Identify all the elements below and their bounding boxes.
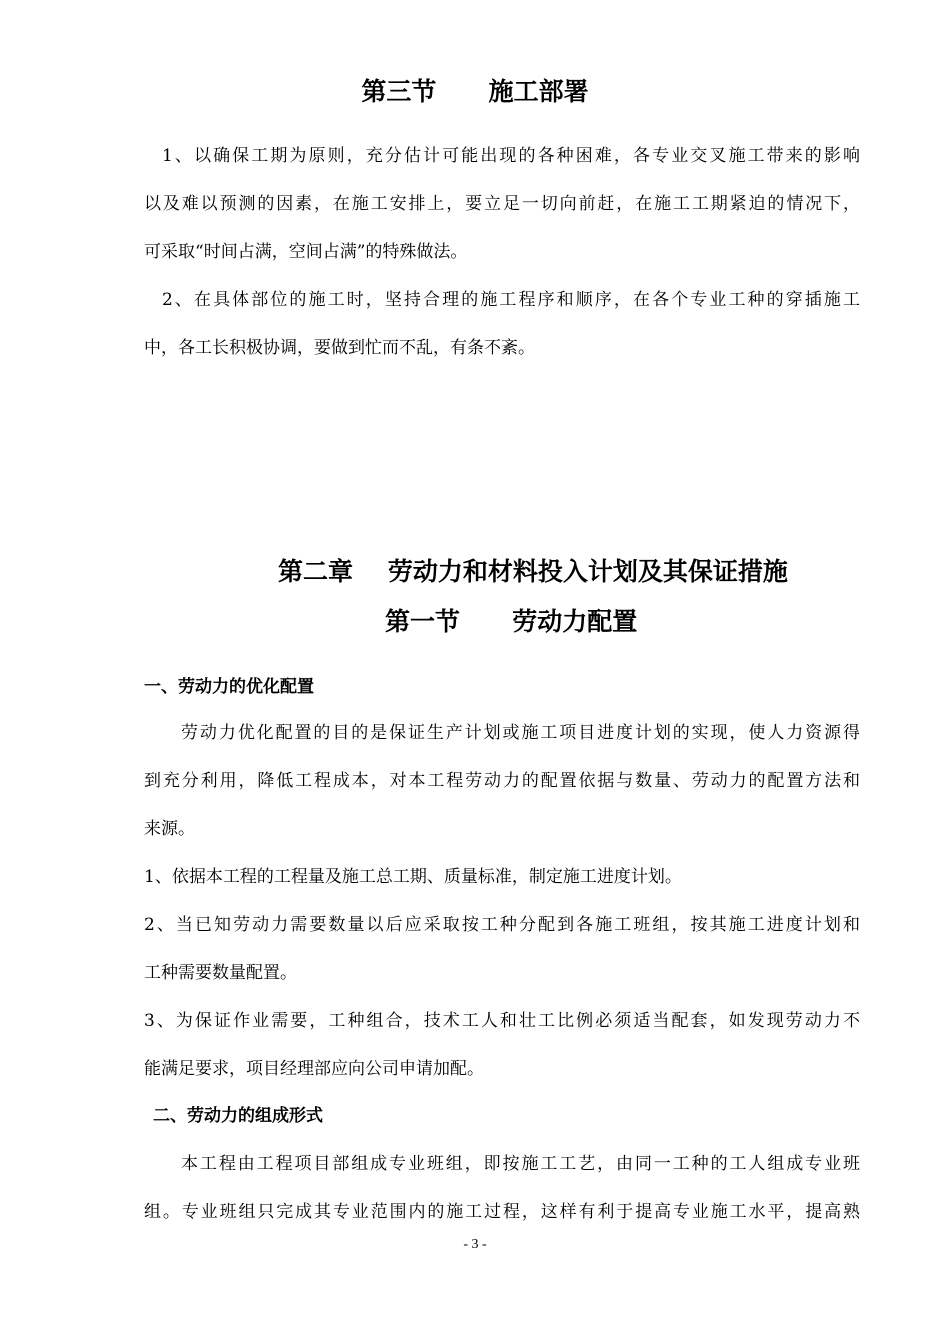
list-item-continuation: 能满足要求，项目经理部应向公司申请加配。 xyxy=(144,1059,484,1079)
paragraph-line: 劳动力优化配置的目的是保证生产计划或施工项目进度计划的实现，使人力资源得 xyxy=(181,723,860,743)
list-item: 2、当已知劳动力需要数量以后应采取按工种分配到各施工班组，按其施工进度计划和 xyxy=(144,915,860,935)
list-item: 3、为保证作业需要，工种组合，技术工人和壮工比例必须适当配套，如发现劳动力不 xyxy=(144,1011,860,1031)
paragraph-line: 到充分利用，降低工程成本，对本工程劳动力的配置依据与数量、劳动力的配置方法和 xyxy=(144,771,860,791)
paragraph-line: 组。专业班组只完成其专业范围内的施工过程，这样有利于提高专业施工水平，提高熟 xyxy=(144,1202,860,1222)
paragraph-line: 可采取“时间占满，空间占满”的特殊做法。 xyxy=(144,242,468,262)
paragraph-line: 2、在具体部位的施工时，坚持合理的施工程序和顺序，在各个专业工种的穿插施工 xyxy=(162,290,860,310)
subsection-heading: 一、劳动力的优化配置 xyxy=(144,677,314,697)
page-number: - 3 - xyxy=(463,1237,487,1252)
paragraph-line: 1、以确保工期为原则，充分估计可能出现的各种困难，各专业交叉施工带来的影响 xyxy=(162,146,860,166)
paragraph-line: 来源。 xyxy=(144,819,195,839)
list-item: 1、依据本工程的工程量及施工总工期、质量标准，制定施工进度计划。 xyxy=(144,867,682,887)
section-title: 第一节 劳动力配置 xyxy=(385,607,638,636)
subsection-heading: 二、劳动力的组成形式 xyxy=(153,1106,323,1126)
paragraph-line: 以及难以预测的因素，在施工安排上，要立足一切向前赶，在施工工期紧迫的情况下， xyxy=(144,194,860,214)
section-title: 第三节 施工部署 xyxy=(361,77,589,106)
paragraph-line: 中，各工长积极协调，要做到忙而不乱，有条不紊。 xyxy=(144,338,535,358)
chapter-title: 第二章 劳动力和材料投入计划及其保证措施 xyxy=(278,557,788,586)
list-item-continuation: 工种需要数量配置。 xyxy=(144,963,297,983)
paragraph-line: 本工程由工程项目部组成专业班组，即按施工工艺，由同一工种的工人组成专业班 xyxy=(181,1154,860,1174)
